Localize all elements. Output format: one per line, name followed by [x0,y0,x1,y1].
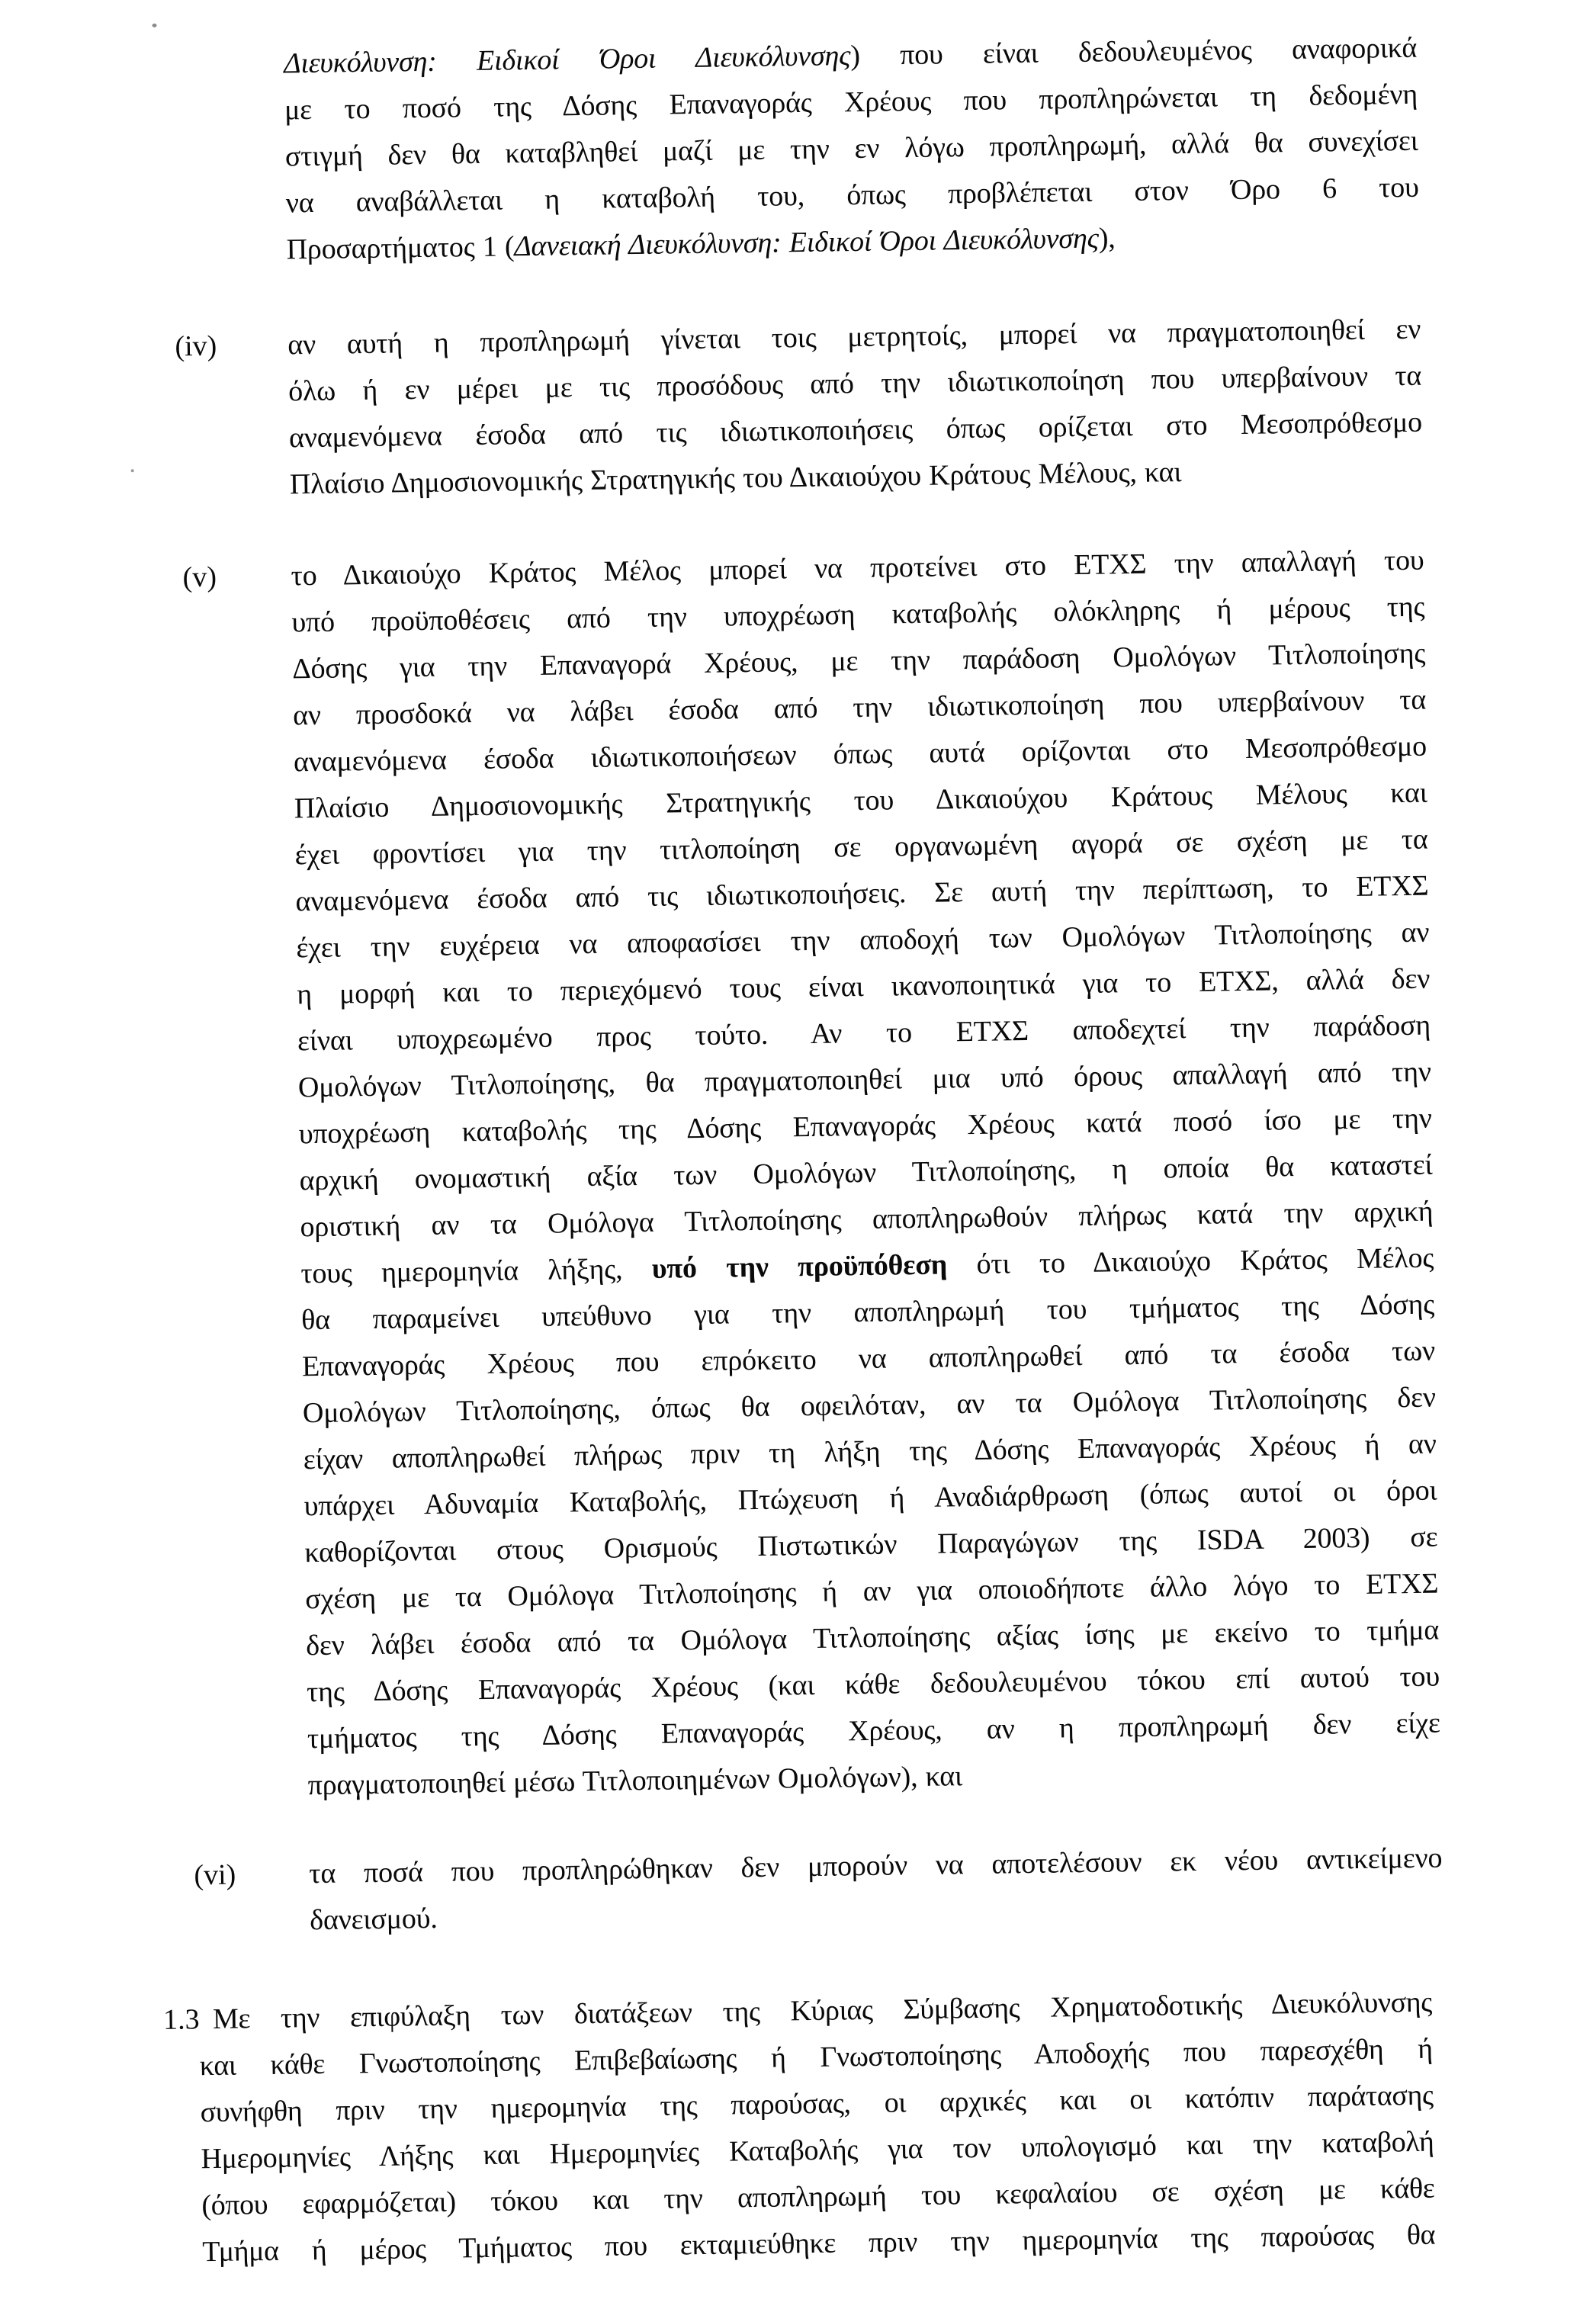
defined-term-italic: Δανειακή Διευκόλυνση: Ειδικοί Όροι Διευκόλυνσης [514,222,1100,263]
emphasis-bold: υπό την προϋπόθεση [651,1248,948,1285]
text-segment: στιγμή δεν θα καταβληθεί μαζί με την εν λόγω προπληρωμή, αλλά θα συνεχίσει [284,124,1419,173]
clause-number: 1.3 [162,2003,200,2036]
text-segment: τους ημερομηνία λήξης, [300,1252,653,1290]
text-segment: το Δικαιούχο Κράτος Μέλος μπορεί να προτείνει στο ΕΤΧΣ την απαλλαγή του [291,544,1424,593]
text-segment: Προσαρτήματος 1 ( [286,230,515,266]
scan-speck [152,24,156,27]
text-segment: Ομολόγων Τιτλοποίησης, θα πραγματοποιηθεί μια υπό όρους απαλλαγή από την [297,1055,1432,1104]
intro-paragraph [284,25,1420,274]
scan-speck [131,469,134,472]
list-item-v-body [291,538,1441,1810]
text-segment: η μορφή και το περιεχόμενό τους είναι ικανοποιητικά για το ΕΤΧΣ, αλλά δεν [296,962,1431,1011]
text-segment: της Δόσης Επαναγοράς Χρέους (και κάθε δεδουλευμένου τόκου επί αυτού του [306,1660,1440,1709]
text-segment: αναμενόμενα έσοδα ιδιωτικοποιήσεων όπως αυτά ορίζονται στο Μεσοπρόθεσμο [293,730,1427,779]
list-marker-vi: (vi) [194,1858,236,1892]
text-segment: όλω ή εν μέρει με τις προσόδους από την ιδιωτικοποίηση που υπερβαίνουν τα [287,359,1422,408]
text-segment: υπό προϋποθέσεις από την υποχρέωση καταβολής ολόκληρης ή μέρους της [291,590,1425,639]
text-segment: Δόσης για την Επαναγορά Χρέους, με την παράδοση Ομολόγων Τιτλοποίησης [292,637,1426,686]
text-segment: και κάθε Γνωστοποίησης Επιβεβαίωσης ή Γνωστοποίησης Αποδοχής που παρεσχέθη ή [199,2032,1434,2083]
text-segment: καθορίζονται στους Ορισμούς Πιστωτικών Παραγώγων της ISDA 2003) σε [304,1521,1438,1569]
text-segment: Με την επιφύλαξη των διατάξεων της Κύριας Σύμβασης Χρηματοδοτικής Διευκόλυνσης [212,1986,1433,2036]
text-segment: συνήφθη πριν την ημερομηνία της παρούσας, οι αρχικές και οι κατόπιν παράτασης [200,2079,1434,2129]
clause-1-3-paragraph [199,1980,1436,2276]
text-segment: οριστική αν τα Ομόλογα Τιτλοποίησης αποπληρωθούν πλήρως κατά την αρχική [300,1195,1434,1244]
text-segment: να αναβάλλεται η καταβολή του, όπως προβλέπεται στον Όρο 6 του [285,171,1419,220]
text-segment: Ημερομηνίες Λήξης και Ημερομηνίες Καταβολής για τον υπολογισμό και την καταβολή [201,2125,1434,2176]
text-segment: αν προσδοκά να λάβει έσοδα από την ιδιωτικοποίηση που υπερβαίνουν τα [292,683,1427,732]
text-segment: θα παραμείνει υπεύθυνο για την αποπληρωμή του τμήματος της Δόσης [300,1288,1435,1337]
text-segment: σχέση με τα Ομόλογα Τιτλοποίησης ή αν για οποιοδήποτε άλλο λόγο το ΕΤΧΣ [305,1567,1439,1616]
list-marker-iv: (iv) [175,329,217,363]
text-segment: δεν λάβει έσοδα από τα Ομόλογα Τιτλοποίησης αξίας ίσης με εκείνο το τμήμα [305,1614,1440,1662]
text-segment: (όπου εφαρμόζεται) τόκου και την αποπληρωμή του κεφαλαίου σε σχέση με κάθε [201,2172,1435,2222]
text-segment: ), [1098,222,1116,255]
text-segment: αρχική ονομαστική αξία των Ομολόγων Τιτλοποίησης, η οποία θα καταστεί [299,1148,1433,1197]
text-segment: είχαν αποπληρωθεί πλήρως πριν τη λήξη της Δόσης Επαναγοράς Χρέους ή αν [303,1427,1437,1476]
text-segment: τμήματος της Δόσης Επαναγοράς Χρέους, αν η προπληρωμή δεν είχε [307,1707,1441,1755]
text-segment: με το ποσό της Δόσης Επαναγοράς Χρέους που προπληρώνεται τη δεδομένη [284,78,1418,127]
text-segment: πραγματοποιηθεί μέσω Τιτλοποιημένων Ομολόγων), και [307,1760,963,1802]
text-segment: υπάρχει Αδυναμία Καταβολής, Πτώχευση ή Αναδιάρθρωση (όπως αυτοί οι όροι [303,1474,1437,1523]
text-segment: αναμενόμενα έσοδα από τις ιδιωτικοποιήσεις. Σε αυτή την περίπτωση, το ΕΤΧΣ [295,869,1429,918]
text-segment: αν αυτή η προπληρωμή γίνεται τοις μετρητοίς, μπορεί να πραγματοποιηθεί εν [287,313,1421,361]
text-segment: αναμενόμενα έσοδα από τις ιδιωτικοποιήσεις όπως ορίζεται στο Μεσοπρόθεσμο [288,406,1423,454]
text-segment: έχει φροντίσει για την τιτλοποίηση σε οργανωμένη αγορά σε σχέση με τα [294,823,1428,872]
text-segment: δανεισμού. [309,1902,438,1937]
text-segment: ότι το Δικαιούχο Κράτος Μέλος [946,1241,1434,1281]
text-segment: υποχρέωση καταβολής της Δόσης Επαναγοράς Χρέους κατά ποσό ίσο με την [298,1102,1432,1151]
defined-term-italic: Διευκόλυνση: Ειδικοί Όροι Διευκόλυνσης [283,40,851,80]
text-segment: είναι υποχρεωμένο προς τούτο. Αν το ΕΤΧΣ αποδεχτεί την παράδοση [297,1009,1431,1058]
text-segment: ) που είναι δεδουλευμένος αναφορικά [850,31,1418,72]
text-segment: τα ποσά που προπληρώθηκαν δεν μπορούν να αποτελέσουν εκ νέου αντικείμενο [309,1842,1443,1890]
text-segment: Επαναγοράς Χρέους που επρόκειτο να αποπληρωθεί από τα έσοδα των [301,1334,1436,1383]
list-item-iv-body [287,307,1423,509]
text-segment: Ομολόγων Τιτλοποίησης, όπως θα οφειλόταν, αν τα Ομόλογα Τιτλοποίησης δεν [302,1381,1437,1430]
list-item-vi-body [309,1835,1443,1944]
text-segment: Πλαίσιο Δημοσιονομικής Στρατηγικής του Δικαιούχου Κράτους Μέλους, και [289,456,1182,501]
text-segment: Πλαίσιο Δημοσιονομικής Στρατηγικής του Δικαιούχου Κράτους Μέλους και [294,776,1428,825]
text-segment: Τμήμα ή μέρος Τμήματος που εκταμιεύθηκε πριν την ημερομηνία της παρούσας θα [202,2218,1436,2269]
text-segment: έχει την ευχέρεια να αποφασίσει την αποδοχή των Ομολόγων Τιτλοποίησης αν [296,916,1430,965]
list-marker-v: (v) [182,560,217,594]
